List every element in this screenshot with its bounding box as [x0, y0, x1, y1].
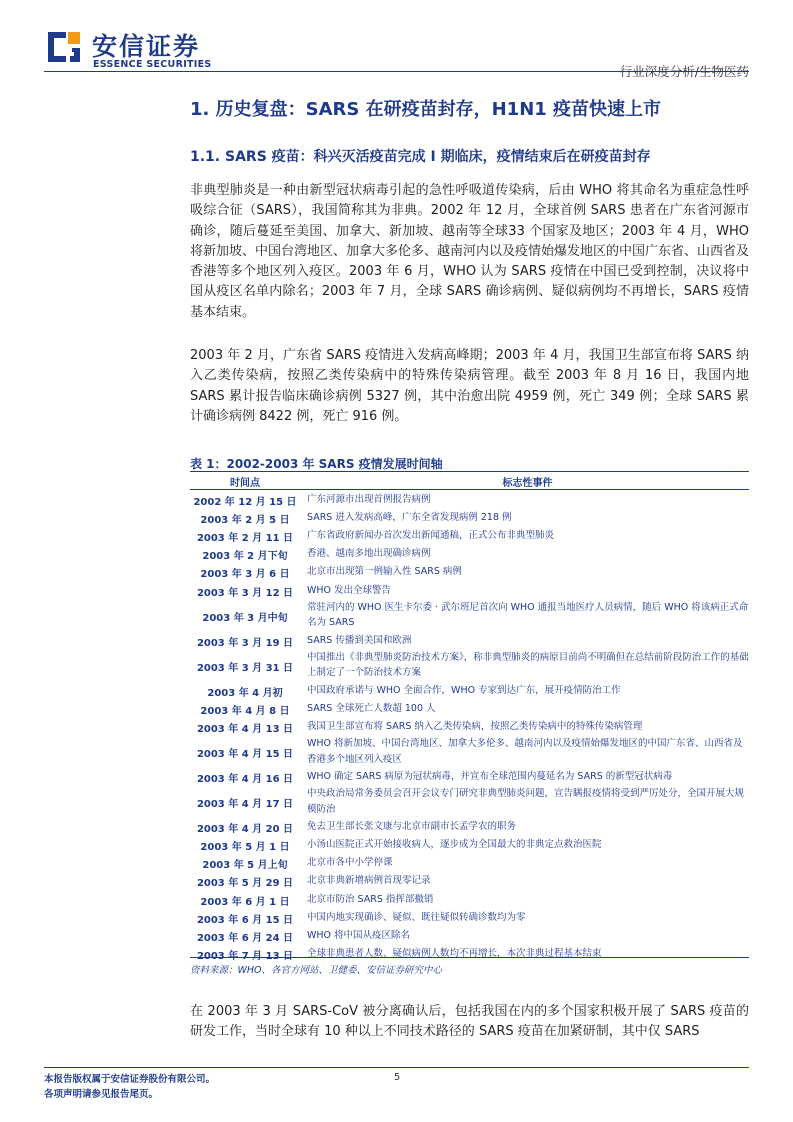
- event-date: 2003 年 2 月下旬: [202, 551, 288, 563]
- copyright-notice: 本报告版权属于安信证券股份有限公司。: [44, 1074, 216, 1085]
- event-date: 2003 年 3 月 31 日: [196, 662, 294, 674]
- event-description: SARS 全球死亡人数超 100 人: [307, 702, 436, 714]
- table-row: [190, 632, 749, 650]
- table-row: [190, 563, 749, 581]
- event-description: WHO 将新加坡、中国台湾地区、加拿大多伦多、越南河内以及疫情始爆发地区的中国广东省、山西省及香港多个地区列入疫区: [307, 738, 743, 765]
- event-date: 2003 年 2 月 11 日: [196, 533, 294, 545]
- event-date: 2003 年 3 月 6 日: [200, 569, 290, 581]
- event-description: 全球非典患者人数、疑似病例人数均不再增长，本次非典过程基本结束: [307, 947, 602, 959]
- event-date: 2003 年 2 月 5 日: [200, 515, 290, 527]
- table-row: [190, 945, 749, 963]
- event-description: 广东河源市出现首例报告病例: [307, 494, 431, 505]
- table-row: [190, 736, 749, 768]
- event-description: 小汤山医院正式开始接收病人，逐步成为全国最大的非典定点救治医院: [307, 839, 602, 851]
- event-date: 2003 年 5 月 29 日: [196, 878, 294, 890]
- event-description: WHO 发出全球警告: [307, 584, 392, 596]
- brand-name: 安信证券: [92, 32, 201, 61]
- table-row: [190, 509, 749, 527]
- event-date: 2003 年 4 月初: [207, 687, 283, 699]
- event-description: SARS 进入发病高峰，广东全省发现病例 218 例: [307, 512, 512, 524]
- table-row: [190, 700, 749, 718]
- section-heading: 1. 历史复盘：SARS 在研疫苗封存，H1N1 疫苗快速上市: [190, 99, 662, 120]
- event-date: 2003 年 7 月 13 日: [196, 950, 294, 962]
- event-date: 2003 年 6 月 24 日: [196, 932, 294, 944]
- table-row: [190, 818, 749, 836]
- event-date: 2003 年 6 月 15 日: [196, 914, 294, 926]
- event-description: WHO 确定 SARS 病原为冠状病毒，并宣布全球范围内蔓延名为 SARS 的新型冠状病毒: [307, 771, 673, 782]
- table-row: [190, 854, 749, 872]
- footer-divider: [44, 1067, 749, 1068]
- event-description: 常驻河内的 WHO 医生卡尔委 · 武尔班尼首次向 WHO 通报当地医疗人员病情，随后 WHO 将该病正式命名为 SARS: [307, 601, 749, 629]
- body-paragraph-1: 非典型肺炎是一种由新型冠状病毒引起的急性呼吸道传染病，后由 WHO 将其命名为重症急性呼吸综合征（SARS），我国简称其为非典。2002 年 12 月，全球首例 SARS 患者在广东省河源市确诊，随后蔓延至美国、加拿大、新加坡、越南等全球33 个国家及地区；2003 年 4 月，WHO 将新加坡、中国台湾地区、加拿大多伦多、越南河内以及疫情始爆发地区的中国广东省、山西省及香港等多个地区列入疫区。2003 年 6 月，WHO 认为 SARS 疫情在中国已受到控制，决议将中国从疫区名单内除名；2003 年 7 月，全球 SARS 确诊病例、疑似病例均不再增长，SARS 疫情基本结束。: [190, 183, 750, 320]
- event-date: 2003 年 4 月 8 日: [200, 705, 290, 717]
- event-date: 2003 年 4 月 20 日: [196, 824, 294, 836]
- table-row: [190, 600, 749, 632]
- event-date: 2003 年 6 月 1 日: [200, 896, 290, 908]
- body-paragraph-3: 在 2003 年 3 月 SARS-CoV 被分离确认后，包括我国在内的多个国家积极开展了 SARS 疫苗的研发工作，当时全球有 10 种以上不同技术路径的 SARS 疫苗在加紧研制，其中仅 SARS: [190, 1004, 749, 1040]
- event-description: 中国政府承诺与 WHO 全面合作，WHO 专家到达广东，展开疫情防治工作: [307, 684, 621, 696]
- table-source: 资料来源：WHO、各官方网站、卫健委、安信证券研究中心: [190, 965, 443, 976]
- table-header: [190, 472, 749, 489]
- table-row: [190, 768, 749, 786]
- table-row: [190, 545, 749, 563]
- event-date: 2003 年 5 月 1 日: [200, 842, 290, 854]
- event-description: 中国内地实现确诊、疑似、既往疑似转确诊数均为零: [307, 911, 526, 923]
- event-date: 2003 年 3 月中旬: [202, 612, 288, 624]
- table-bottom-rule: [190, 957, 749, 958]
- brand-english-name: ESSENCE SECURITIES: [93, 59, 212, 70]
- column-header-date: 时间点: [230, 478, 260, 489]
- event-description: 北京市各中小学停课: [307, 857, 393, 869]
- table-row: [190, 582, 749, 600]
- table-row: [190, 682, 749, 700]
- table-row: [190, 891, 749, 909]
- event-date: 2003 年 4 月 17 日: [196, 799, 294, 811]
- disclaimer-notice: 各项声明请参见报告尾页。: [44, 1089, 159, 1100]
- event-description: 广东省政府新闻办首次发出新闻通稿，正式公布非典型肺炎: [307, 530, 555, 542]
- event-date: 2003 年 4 月 15 日: [196, 749, 294, 760]
- table-header-rule: [190, 489, 749, 490]
- event-date: 2002 年 12 月 15 日: [193, 497, 297, 509]
- event-date: 2003 年 5 月上旬: [202, 860, 288, 872]
- table-row: [190, 650, 749, 682]
- header-divider: [44, 71, 749, 72]
- table-row: [190, 718, 749, 736]
- column-header-event: 标志性事件: [502, 478, 553, 489]
- event-description: WHO 将中国从疫区除名: [307, 929, 411, 941]
- event-description: 北京市防治 SARS 指挥部撤销: [307, 893, 434, 905]
- table-row: [190, 491, 749, 509]
- table-row: [190, 872, 749, 890]
- page-number: 5: [393, 1072, 401, 1083]
- table-row: [190, 909, 749, 927]
- event-date: 2003 年 3 月 19 日: [196, 637, 294, 649]
- table-row: [190, 527, 749, 545]
- event-date: 2003 年 3 月 12 日: [196, 587, 294, 599]
- event-description: SARS 传播到美国和欧洲: [307, 634, 412, 646]
- event-date: 2003 年 4 月 16 日: [196, 774, 294, 786]
- event-description: 香港、越南多地出现确诊病例: [307, 548, 431, 560]
- event-description: 免去卫生部长张文康与北京市副市长孟学农的职务: [307, 821, 517, 833]
- event-description: 北京市出现第一例输入性 SARS 病例: [307, 566, 462, 578]
- event-description: 北京非典新增病例首现零记录: [307, 875, 431, 887]
- table-row: [190, 786, 749, 818]
- event-description: 中国推出《非典型肺炎防治技术方案》，称非典型肺炎的病原目前尚不明确但在总结前阶段防治工作的基础上制定了一个防治技术方案: [307, 651, 749, 679]
- table-row: [190, 836, 749, 854]
- event-description: 我国卫生部宣布将 SARS 纳入乙类传染病，按照乙类传染病中的特殊传染病管理: [307, 720, 643, 732]
- table-title: 表 1：2002-2003 年 SARS 疫情发展时间轴: [190, 457, 443, 471]
- table-row: [190, 927, 749, 945]
- subsection-heading: 1.1. SARS 疫苗：科兴灭活疫苗完成 I 期临床，疫情结束后在研疫苗封存: [190, 149, 651, 165]
- event-date: 2003 年 4 月 13 日: [196, 723, 294, 735]
- event-description: 中央政治局常务委员会召开会议专门研究非典型肺炎问题，宣告瞒报疫情将受到严厉处分，全国开展大规模防治: [307, 788, 745, 815]
- report-category: 行业深度分析/生物医药: [619, 64, 749, 79]
- essence-logo-icon: [44, 26, 84, 66]
- body-paragraph-2: 2003 年 2 月，广东省 SARS 疫情进入发病高峰期；2003 年 4 月，我国卫生部宣布将 SARS 纳入乙类传染病，按照乙类传染病中的特殊传染病管理。截至 2003 年 8 月 16 日，我国内地 SARS 累计报告临床确诊病例 5327 例，其中治愈出院 4959 例，死亡 349 例；全球 SARS 累计确诊病例 8422 例，死亡 916 例。: [190, 348, 749, 424]
